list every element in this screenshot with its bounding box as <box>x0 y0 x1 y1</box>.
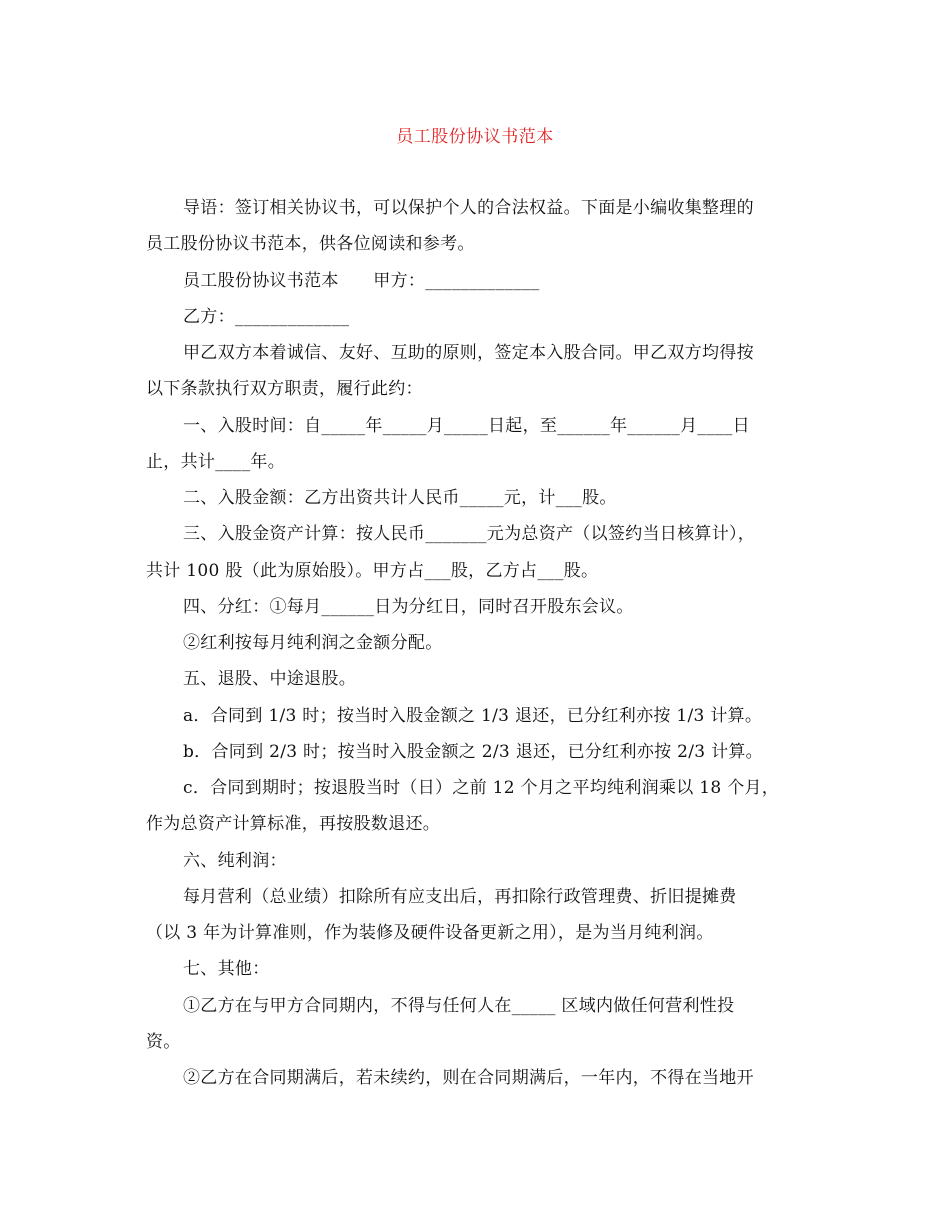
text-line: 六、纯利润： <box>183 851 287 871</box>
text-line: 止，共计____年。 <box>146 452 285 472</box>
text-line: 一、入股时间：自_____年_____月_____日起，至______年______月____日 <box>183 416 750 436</box>
text-line: b．合同到 2/3 时；按当时入股金额之 2/3 退还，已分红利亦按 2/3 计算。 <box>183 742 763 762</box>
text-line: 四、分红：①每月______日为分红日，同时召开股东会议。 <box>183 597 634 617</box>
text-line: 导语：签订相关协议书，可以保护个人的合法权益。下面是小编收集整理的 <box>183 198 754 218</box>
text-line: 员工股份协议书范本 甲方：_____________ <box>183 271 540 291</box>
text-line: 共计 100 股（此为原始股）。甲方占___股，乙方占___股。 <box>146 561 599 581</box>
text-line: a．合同到 1/3 时；按当时入股金额之 1/3 退还，已分红利亦按 1/3 计算。 <box>183 706 763 726</box>
text-line: ①乙方在与甲方合同期内，不得与任何人在_____ 区域内做任何营利性投 <box>183 996 735 1016</box>
text-line: c．合同到期时；按退股当时（日）之前 12 个月之平均纯利润乘以 18 个月， <box>183 778 780 798</box>
document-title: 员工股份协议书范本 <box>396 127 554 147</box>
text-line: 七、其他： <box>183 959 270 979</box>
text-line: 五、退股、中途退股。 <box>183 669 356 689</box>
text-line: 资。 <box>146 1032 181 1052</box>
text-line: （以 3 年为计算准则，作为装修及硬件设备更新之用），是为当月纯利润。 <box>146 923 714 943</box>
text-line: 乙方：_____________ <box>183 307 350 327</box>
text-line: 甲乙双方本着诚信、友好、互助的原则，签定本入股合同。甲乙双方均得按 <box>183 343 754 363</box>
text-line: 员工股份协议书范本，供各位阅读和参考。 <box>146 234 475 254</box>
text-line: 以下条款执行双方职责，履行此约： <box>146 379 423 399</box>
text-line: 二、入股金额：乙方出资共计人民币_____元，计___股。 <box>183 488 617 508</box>
text-line: ②乙方在合同期满后，若未续约，则在合同期满后，一年内，不得在当地开 <box>183 1068 754 1088</box>
text-line: 三、入股金资产计算：按人民币_______元为总资产（以签约当日核算计）， <box>183 524 756 544</box>
text-line: ②红利按每月纯利润之金额分配。 <box>183 633 443 653</box>
text-line: 作为总资产计算标准，再按股数退还。 <box>146 814 441 834</box>
text-line: 每月营利（总业绩）扣除所有应支出后，再扣除行政管理费、折旧提摊费 <box>183 887 737 907</box>
